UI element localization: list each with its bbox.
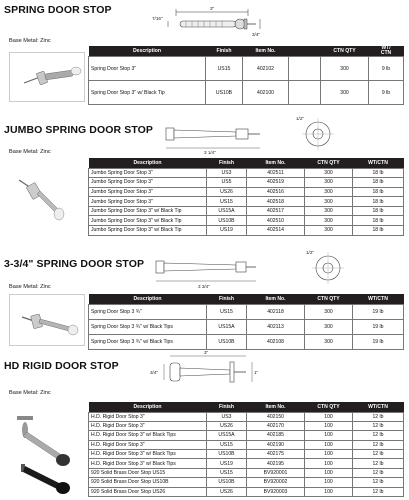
three-three-quarter-dimension-drawing [150,245,260,290]
table-cell: Jumbo Spring Door Stop 3" [89,168,207,178]
col-wt-ctn: WT/CTN [353,294,404,304]
col-finish: Finish [207,158,247,168]
table-cell: Spring Door Stop 3 ¾" w/ Black Tips [89,334,207,349]
table-cell: 402519 [247,178,305,188]
jumbo-table [88,158,404,236]
col-ctn-qty: CTN QTY [305,402,353,412]
table-cell: BV920003 [247,487,305,496]
table-cell: 12 lb [353,468,404,477]
col-finish: Finish [207,402,247,412]
table-cell: H.D. Rigid Door Stop 3" w/ Black Tips [89,450,207,459]
col-wt-ctn: WT/CTN [353,158,404,168]
table-cell: US10B [207,478,247,487]
section-jumbo-spring-door-stop [0,112,409,242]
table-cell: 300 [305,216,353,226]
col-item-no: Item No. [247,294,305,304]
table-cell: US15A [207,206,247,216]
section-hd-rigid-door-stop [0,350,409,500]
table-cell: 402190 [247,440,305,449]
table-cell: H.D. Rigid Door Stop 3" [89,412,207,421]
table-cell: 402510 [247,216,305,226]
product-photo [9,158,69,238]
table-cell: 402185 [247,431,305,440]
table-cell: 18 lb [353,206,404,216]
hd-rigid-dimension-drawing [150,350,270,392]
table-row [89,197,404,207]
dim-base-label: 3/4" [252,32,261,37]
table-cell: 300 [305,304,353,319]
base-metal-label: Base Metal: Zinc [9,38,51,44]
table-row: Spring Door Stop 3" US15 402102 300 9 lb [89,57,404,81]
table-cell: 100 [305,440,353,449]
table-cell: 300 [305,319,353,334]
jumbo-end-view [296,112,346,154]
table-cell: 300 [305,206,353,216]
table-cell: 18 lb [353,178,404,188]
table-row [89,440,404,449]
table-cell: US26 [207,421,247,430]
dim-length-label: 3 3/4" [198,284,210,289]
table-row [89,478,404,487]
table-cell: 100 [305,450,353,459]
three-three-quarter-end-view [306,246,356,291]
table-cell: 402150 [247,412,305,421]
table-row [89,187,404,197]
dim-length-label: 3" [204,350,209,355]
spring-door-stop-table [88,46,404,105]
dim-tip-label: 3/4" [150,370,159,375]
dim-side-label: 1/2" [296,116,305,121]
table-cell: 100 [305,468,353,477]
table-cell: US15 [207,197,247,207]
table-row [89,450,404,459]
dim-tip-label: 7/16" [152,16,163,21]
col-wt-ctn: WT/ CTN [369,46,404,57]
table-cell: US19 [207,459,247,468]
three-three-quarter-table [88,294,404,350]
table-cell: 18 lb [353,226,404,236]
section-3-3-4-spring-door-stop [0,240,409,350]
table-cell: 402514 [247,226,305,236]
table-row [89,304,404,319]
section-title: JUMBO SPRING DOOR STOP [4,124,154,136]
table-row [89,459,404,468]
table-cell: 18 lb [353,168,404,178]
table-cell: 300 [305,334,353,349]
table-cell: US26 [207,487,247,496]
hd-rigid-table [88,402,404,497]
table-row [89,412,404,421]
table-cell: 402113 [247,319,305,334]
table-cell: 100 [305,431,353,440]
table-cell: 920 Solid Brass Door Stop US15 [89,468,207,477]
table-cell: 402175 [247,450,305,459]
table-row [89,206,404,216]
table-cell: 300 [305,168,353,178]
table-cell: 100 [305,421,353,430]
table-cell: US3 [207,412,247,421]
table-cell: BV920001 [247,468,305,477]
table-cell: Jumbo Spring Door Stop 3" w/ Black Tip [89,226,207,236]
table-cell: 12 lb [353,478,404,487]
dim-length-label: 3" [210,6,215,11]
table-row [89,421,404,430]
table-row [89,168,404,178]
product-photo [9,294,85,346]
table-cell: 402118 [247,304,305,319]
table-row [89,216,404,226]
table-cell: 100 [305,487,353,496]
table-cell: BV920002 [247,478,305,487]
table-row [89,334,404,349]
col-description: Description [89,294,207,304]
col-item-no: Item No. [247,158,305,168]
table-cell: H.D. Rigid Door Stop 3" w/ Black Tips [89,459,207,468]
table-cell: 920 Solid Brass Door Stop US10B [89,478,207,487]
spring-door-stop-dimension-drawing [152,4,272,46]
table-cell: 402516 [247,187,305,197]
table-row [89,226,404,236]
table-cell: US10B [207,450,247,459]
table-cell: US10B [207,334,247,349]
section-title: HD RIGID DOOR STOP [4,360,119,372]
table-cell: Jumbo Spring Door Stop 3" [89,187,207,197]
table-row [89,468,404,477]
table-cell: US10B [207,216,247,226]
table-row [89,319,404,334]
col-description: Description [89,402,207,412]
table-cell: 402170 [247,421,305,430]
col-ctn-qty: CTN QTY [321,46,369,57]
table-row [89,431,404,440]
table-cell: 18 lb [353,197,404,207]
table-cell: 12 lb [353,412,404,421]
table-cell: 920 Solid Brass Door Stop US26 [89,487,207,496]
col-description: Description [89,158,207,168]
section-title: SPRING DOOR STOP [4,4,112,16]
table-cell: US15 [207,440,247,449]
section-spring-door-stop [0,0,409,110]
dim-side-label: 1/2" [306,250,315,255]
table-cell: 100 [305,478,353,487]
table-row: Spring Door Stop 3" w/ Black Tip US10B 402100 300 9 lb [89,81,404,105]
table-cell: 18 lb [353,216,404,226]
product-photo [9,402,85,496]
table-cell: 300 [305,187,353,197]
product-photo [9,52,85,102]
base-metal-label: Base Metal: Zinc [9,390,51,396]
table-cell: 300 [305,226,353,236]
table-cell: H.D. Rigid Door Stop 3" [89,440,207,449]
table-cell: H.D. Rigid Door Stop 3" [89,421,207,430]
col-finish: Finish [207,294,247,304]
table-cell: 402517 [247,206,305,216]
col-ctn-qty: CTN QTY [305,158,353,168]
col-finish: Finish [206,46,243,57]
table-cell: 100 [305,412,353,421]
table-cell: US26 [207,187,247,197]
col-blank [289,46,321,57]
table-cell: Jumbo Spring Door Stop 3" [89,178,207,188]
table-cell: US15A [207,319,247,334]
col-description: Description [89,46,206,57]
table-cell: 12 lb [353,450,404,459]
dim-length-label: 3 1/4" [204,150,216,155]
table-cell: Spring Door Stop 3 ¾" [89,304,207,319]
table-row [89,487,404,496]
section-title: 3-3/4" SPRING DOOR STOP [4,258,145,270]
table-cell: 18 lb [353,187,404,197]
col-item-no: Item No. [243,46,289,57]
table-cell: 12 lb [353,459,404,468]
table-cell: 402511 [247,168,305,178]
table-cell: US5 [207,178,247,188]
table-cell: 12 lb [353,421,404,430]
table-cell: 19 lb [353,319,404,334]
table-cell: Jumbo Spring Door Stop 3" [89,197,207,207]
table-cell: 100 [305,459,353,468]
table-cell: Spring Door Stop 3 ¾" w/ Black Tips [89,319,207,334]
table-cell: 12 lb [353,440,404,449]
table-cell: H.D. Rigid Door Stop 3" w/ Black Tips [89,431,207,440]
table-row [89,178,404,188]
jumbo-dimension-drawing [160,114,270,156]
table-cell: Jumbo Spring Door Stop 3" w/ Black Tip [89,216,207,226]
table-cell: 402518 [247,197,305,207]
table-cell: Jumbo Spring Door Stop 3" w/ Black Tip [89,206,207,216]
table-cell: 300 [305,197,353,207]
table-cell: US15A [207,431,247,440]
table-cell: US15 [207,304,247,319]
base-metal-label: Base Metal: Zinc [9,149,51,155]
table-cell: 19 lb [353,304,404,319]
table-cell: 402195 [247,459,305,468]
dim-base-label: 1" [254,370,259,375]
table-cell: US19 [207,226,247,236]
col-item-no: Item No. [247,402,305,412]
base-metal-label: Base Metal: Zinc [9,284,51,290]
table-cell: US15 [207,468,247,477]
table-cell: 12 lb [353,431,404,440]
table-cell: 300 [305,178,353,188]
table-cell: 19 lb [353,334,404,349]
table-cell: 12 lb [353,487,404,496]
table-cell: US3 [207,168,247,178]
table-cell: 402108 [247,334,305,349]
col-ctn-qty: CTN QTY [305,294,353,304]
col-wt-ctn: WT/CTN [353,402,404,412]
